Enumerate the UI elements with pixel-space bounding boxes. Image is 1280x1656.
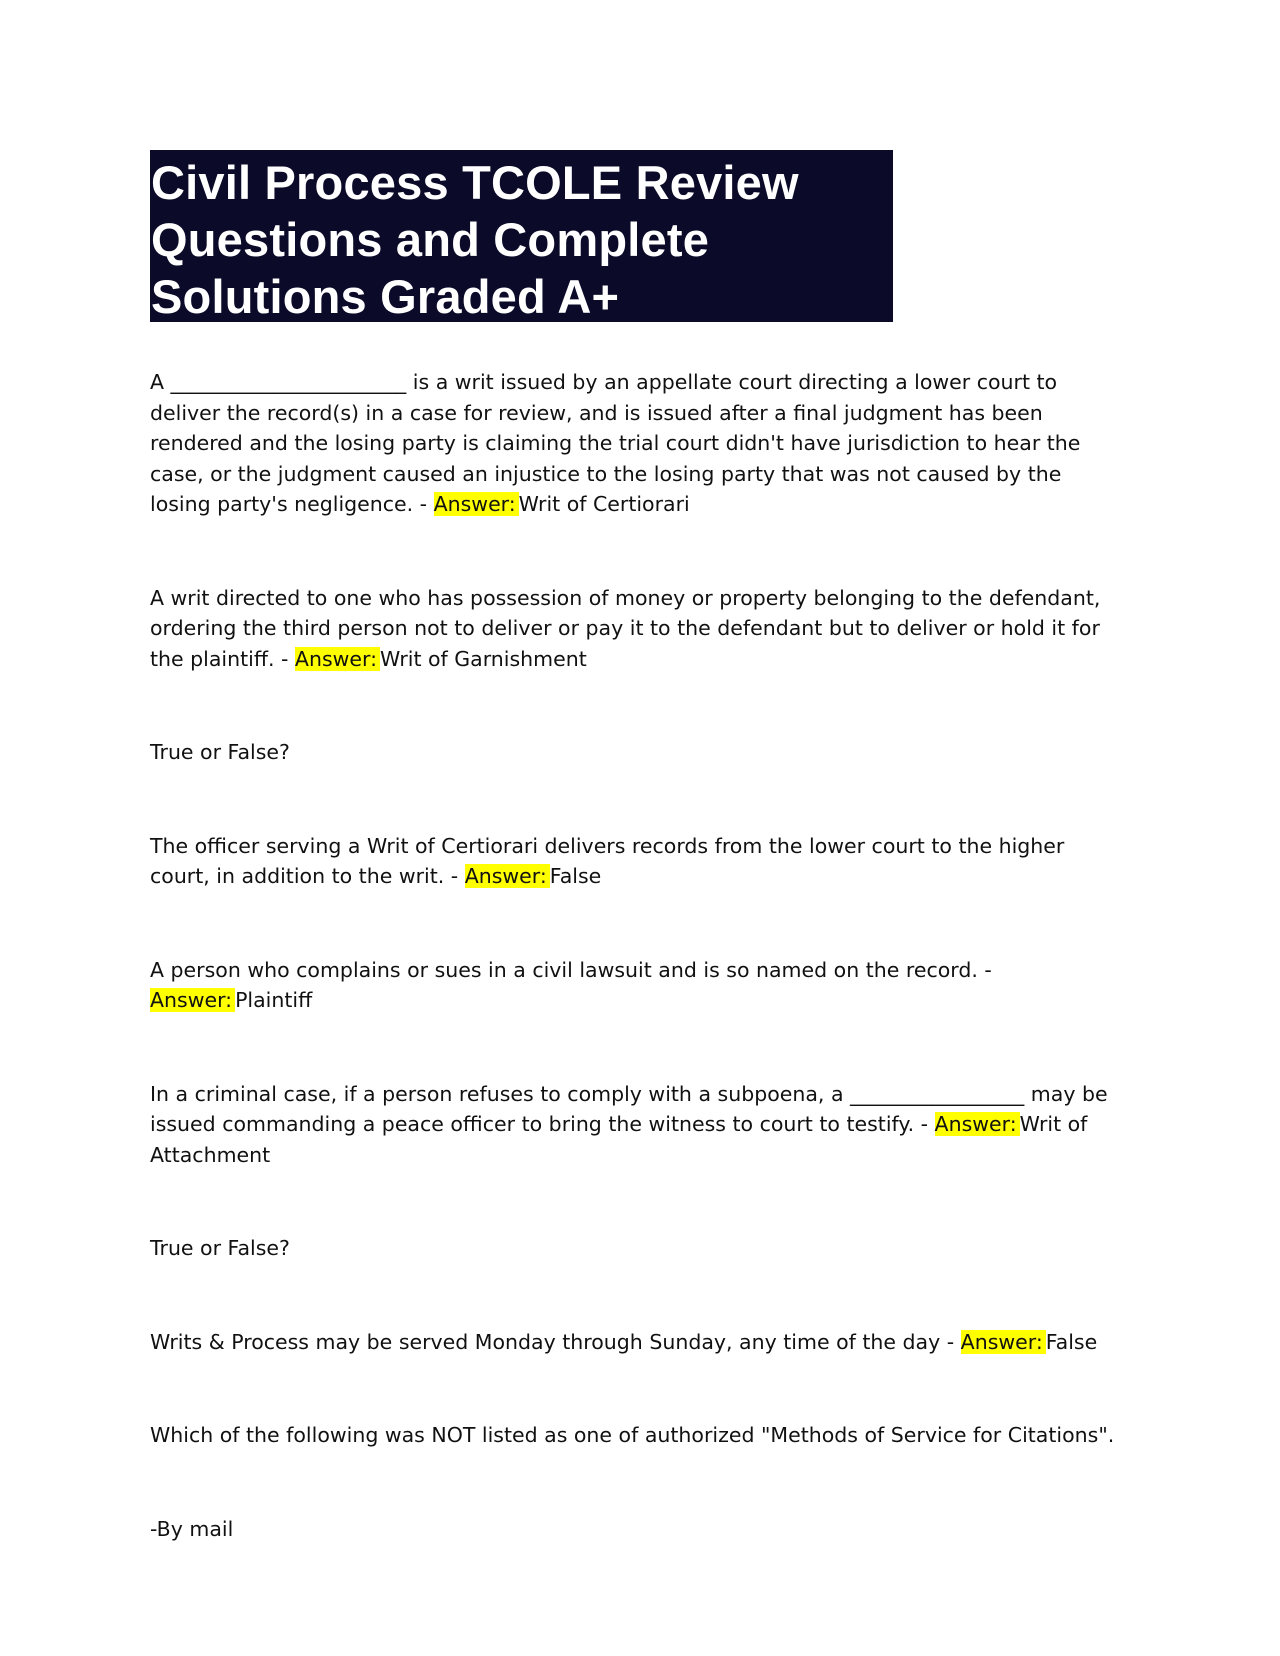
document-content [150, 367, 1120, 1544]
question-text: The officer serving a Writ of Certiorari delivers records from the lower court to the higher court, in addition to the writ. - [150, 833, 1065, 888]
document-page [150, 150, 1120, 1544]
answer-text: Plaintiff [235, 988, 313, 1012]
answer-label: Answer: [961, 1330, 1046, 1354]
qa-item-8 [150, 1327, 1120, 1358]
answer-text: Writ of Garnishment [379, 646, 587, 671]
answer-text: False [1045, 1329, 1098, 1354]
document-title: Civil Process TCOLE Review Questions and Complete Solutions Graded A+ [150, 150, 893, 322]
qa-item-4 [150, 831, 1120, 892]
answer-text: Writ of Attachment [150, 1112, 1088, 1167]
qa-item-6 [150, 1079, 1120, 1171]
text-item-3: True or False? [150, 740, 290, 764]
question-text: A _______________________ is a writ issued by an appellate court directing a lower court to deliver the record(s) in a case for review, and is issued after a final judgment has been rendered and the losing party is claiming the trial court didn't have jurisdiction to hear the case, or the judgment caused an injustice to the losing party that was not caused by the losing party's negligence. - [150, 370, 1081, 516]
question-text: Writs & Process may be served Monday through Sunday, any time of the day - [150, 1329, 961, 1354]
text-item-9: Which of the following was NOT listed as one of authorized "Methods of Service for Citations". [150, 1423, 1115, 1447]
answer-label: Answer: [434, 492, 519, 516]
question-text: A person who complains or sues in a civil lawsuit and is so named on the record. - [150, 957, 992, 982]
text-item-7: True or False? [150, 1236, 290, 1260]
answer-text: False [549, 864, 602, 888]
text-item-10: -By mail [150, 1516, 234, 1541]
answer-label: Answer: [150, 988, 235, 1012]
qa-item-5 [150, 955, 1120, 1016]
answer-label: Answer: [465, 864, 550, 888]
question-text: A writ directed to one who has possession of money or property belonging to the defendant, ordering the third person not to deliver or pay it to the defendant but to deliver or hold it for the plaintiff. - [150, 585, 1101, 671]
answer-label: Answer: [935, 1112, 1020, 1136]
question-text: In a criminal case, if a person refuses to comply with a subpoena, a _________________ may be issued commanding a peace officer to bring the witness to court to testify. - [150, 1081, 1108, 1136]
answer-label: Answer: [295, 647, 380, 671]
qa-item-2 [150, 583, 1120, 675]
qa-item-1 [150, 367, 1120, 520]
answer-text: Writ of Certiorari [518, 492, 690, 516]
